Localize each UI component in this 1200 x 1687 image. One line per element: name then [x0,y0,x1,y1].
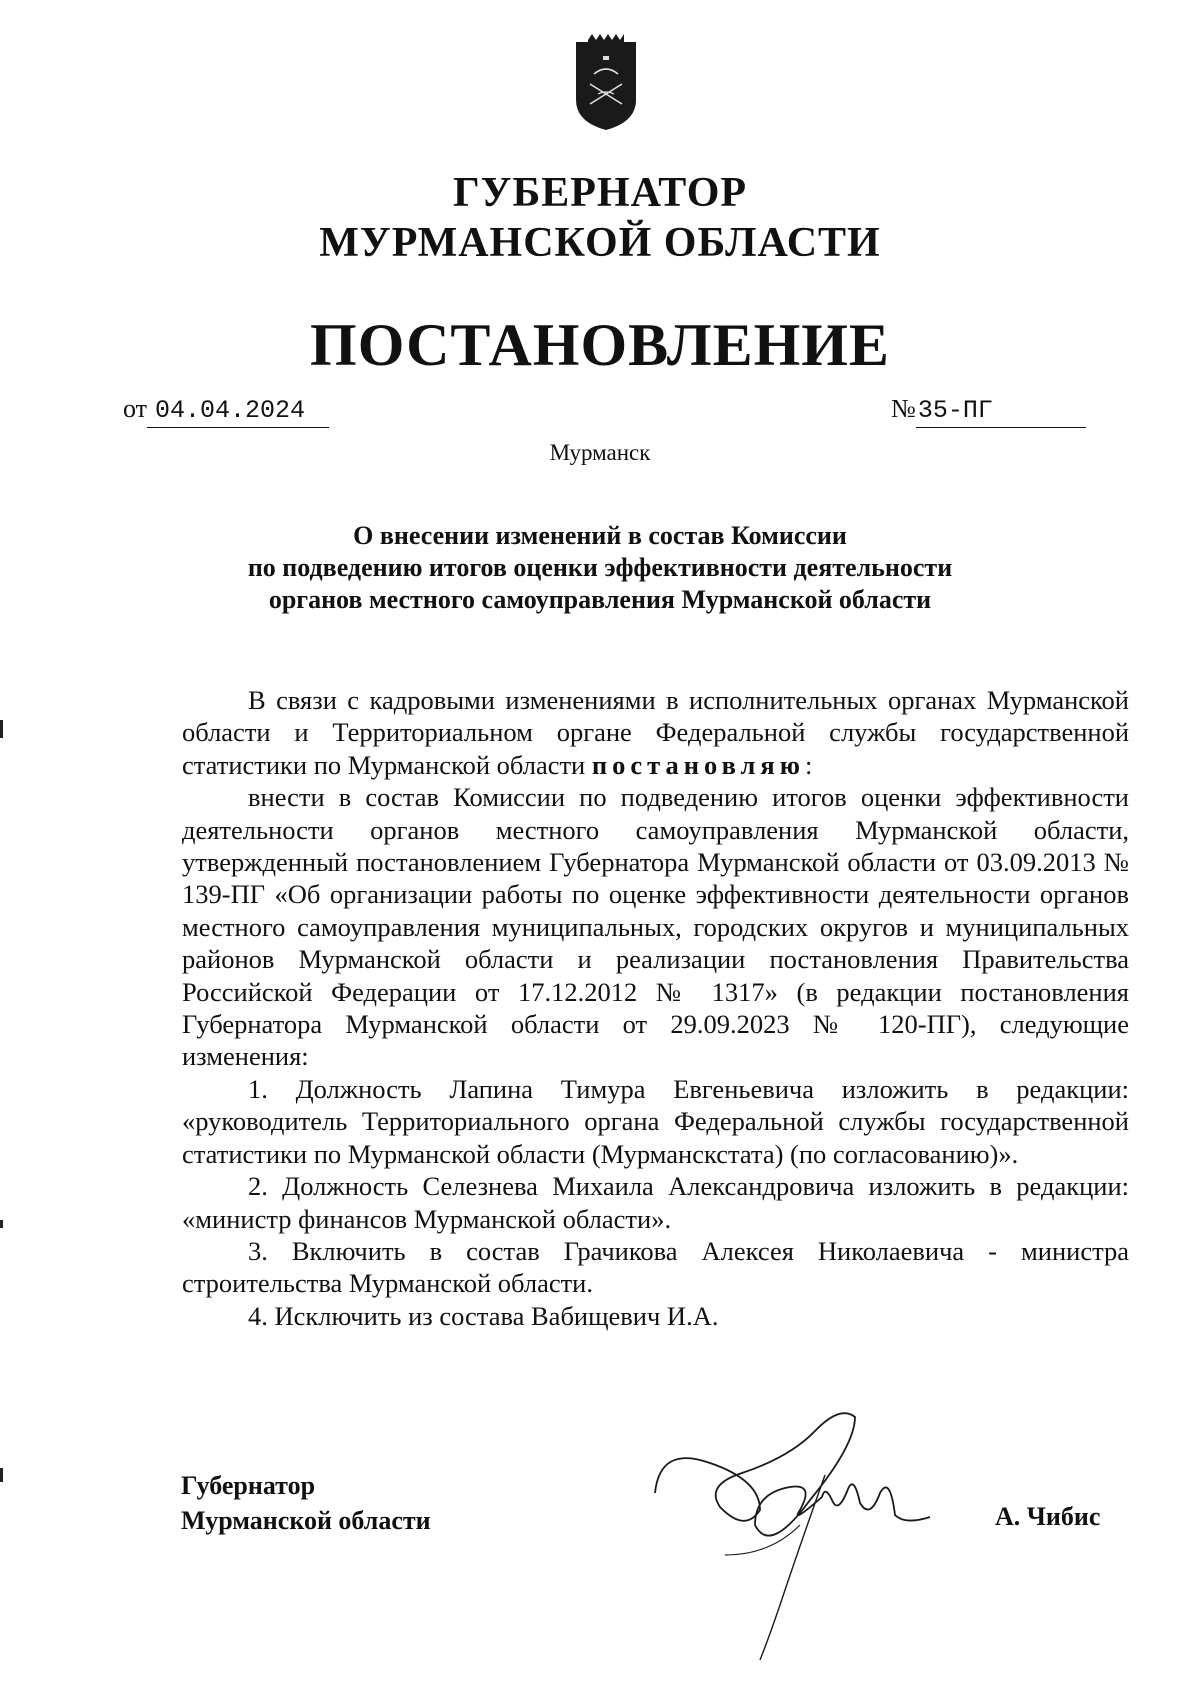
date-prefix: от [123,394,148,423]
date-value: 04.04.2024 [147,396,329,428]
change-item-4: 4. Исключить из состава Вабищевич И.А. [248,1300,719,1331]
subject-line-1: О внесении изменений в состав Комиссии [353,521,847,550]
subject-line-2: по подведению итогов оценки эффективности деятельности [247,553,953,582]
city: Мурманск [549,440,651,465]
decree-date [123,394,329,428]
preamble-text: В связи с кадровыми изменениями в исполнительных органах Мурманской области и Территориальном органе Федеральной службы государственной статистики по Мурманской области [182,685,1129,780]
document-type-title: ПОСТАНОВЛЕНИЕ [310,312,890,378]
subject-line-3: органов местного самоуправления Мурманской области [268,585,932,614]
preamble-paragraph [182,684,1129,781]
signatory-title-line-2: Мурманской области [181,1506,431,1535]
decree-subject [0,520,1200,616]
number-prefix: № [891,394,916,423]
scan-edge-mark [0,720,3,738]
change-item-1: 1. Должность Лапина Тимура Евгеньевича изложить в редакции: «руководитель Территориального органа Федеральной службы государственной статистики по Мурманской области (Мурманскстата) (по согласованию)». [182,1073,1129,1169]
change-item-3: 3. Включить в состав Грачикова Алексея Николаевича - министра строительства Мурманской области. [182,1235,1129,1299]
intro-paragraph: внести в состав Комиссии по подведению итогов оценки эффективности деятельности органов местного самоуправления Мурманской области, утвержденный постановлением Губернатора Мурманской области от 03.09.2013 № 139-ПГ «Об организации работы по оценке эффективности деятельности органов местного самоуправления муниципальных, городских округов и муниципальных районов Мурманской области и реализации постановления Правительства Российской Федерации от 17.12.2012 № 1317» (в редакции постановления Губернатора Мурманской области от 29.09.2023 № 120-ПГ), следующие изменения: [182,782,1129,1072]
decree-body [182,684,1129,1332]
scan-edge-mark [0,1220,3,1228]
signatory-title-line-1: Губернатор [181,1471,316,1500]
decree-word: постановляю [591,749,806,780]
issuing-authority [0,168,1200,268]
authority-line-2: МУРМАНСКОЙ ОБЛАСТИ [319,220,881,266]
number-value: 35-ПГ [916,396,1086,428]
scan-edge-mark [0,1468,3,1482]
handwritten-signature [650,1405,950,1665]
signatory-title [181,1468,431,1538]
decree-colon: : [805,749,813,780]
decree-number [891,394,1086,428]
change-item-2: 2. Должность Селезнева Михаила Александровича изложить в редакции: «министр финансов Мурманской области». [182,1171,1129,1234]
authority-line-1: ГУБЕРНАТОР [452,170,748,216]
coat-of-arms-icon [568,34,644,134]
signatory-name: А. Чибис [995,1502,1101,1531]
